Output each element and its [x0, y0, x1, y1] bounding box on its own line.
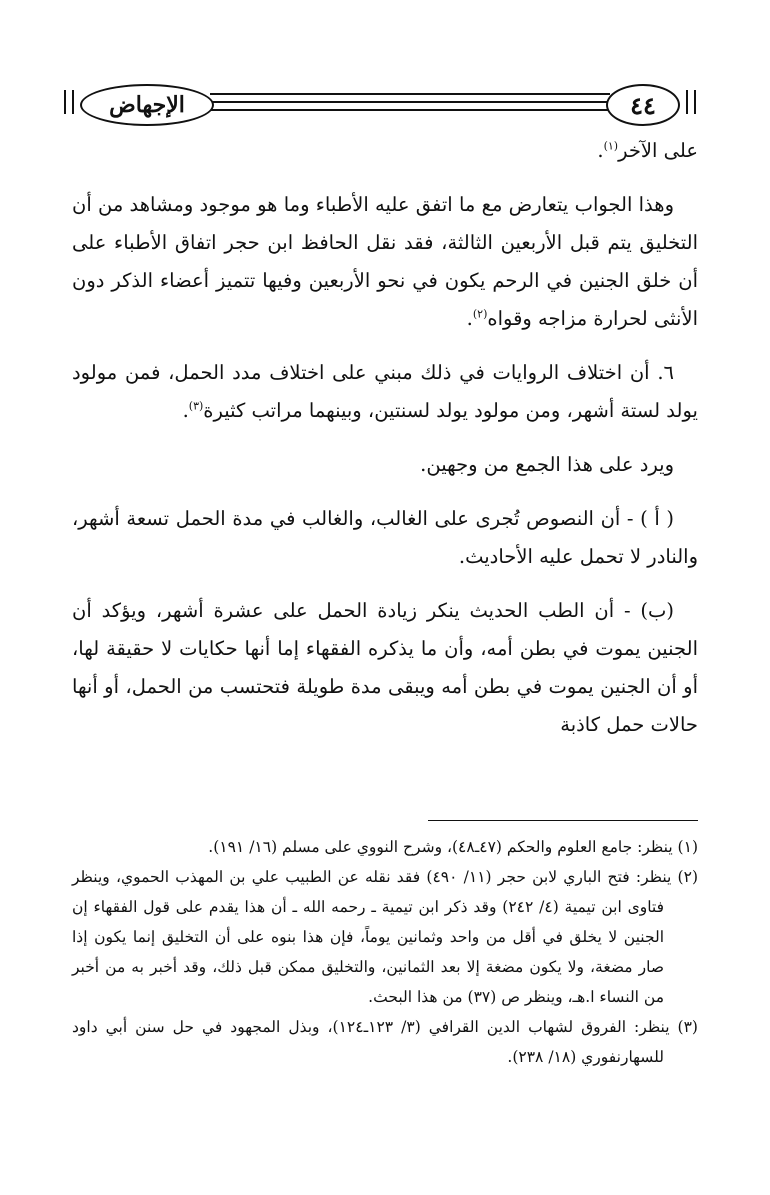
- header-end-ornament: [64, 90, 74, 114]
- header-rule: [210, 109, 610, 111]
- footnote-3: (٣) ينظر: الفروق لشهاب الدين القرافي (٣/ ١٢٣ـ١٢٤)، وبذل المجهود في حل سنن أبي داود للسهارنفوري (١٨/ ٢٣٨).: [72, 1018, 698, 1066]
- header-rule: [210, 101, 610, 103]
- paragraph-1: على الآخر$^{(١)}$.: [597, 139, 698, 162]
- footnote-1: (١) ينظر: جامع العلوم والحكم (٤٧ـ٤٨)، وشرح النووي على مسلم (١٦/ ١٩١).: [208, 838, 698, 856]
- footnote-ref-1: (١): [603, 139, 619, 153]
- running-title: الإجهاض: [80, 84, 214, 126]
- footnote-ref-2: (٢): [472, 307, 488, 321]
- paragraph-2: وهذا الجواب يتعارض مع ما اتفق عليه الأطباء وما هو موجود ومشاهد من أن التخليق يتم قبل الأربعين الثالثة، فقد نقل الحافظ ابن حجر اتفاق الأطباء على أن خلق الجنين في الرحم يكون في نحو الأربعين وفيها تتميز أعضاء الذكر دون الأنثى لحرارة مزاجه وقواه$^{(٢)}$.: [72, 193, 698, 330]
- page-number: ٤٤: [606, 84, 680, 126]
- page-header: [60, 84, 700, 128]
- paragraph-3: ٦. أن اختلاف الروايات في ذلك مبني على اختلاف مدد الحمل، فمن مولود يولد لستة أشهر، ومن مولود يولد لسنتين، وبينهما مراتب كثيرة$^{(٣)}$.: [72, 361, 698, 422]
- header-end-ornament: [686, 90, 696, 114]
- footnote-2: (٢) ينظر: فتح الباري لابن حجر (١١/ ٤٩٠) فقد نقله عن الطبيب علي بن المهذب الحموي، وينظر فتاوى ابن تيمية (٤/ ٢٤٢) وقد ذكر ابن تيمية ـ رحمه الله ـ أن هذا يقدم على قول الفقهاء إن الجنين لا يخلق في أقل من واحد وثمانين يوماً، فإن هذا بنوه على أن التخليق إنما يكون إذا صار مضغة، ولا يكون مضغة إلا بعد الثمانين، والتخليق ممكن قبل ذلك، وقد أخبر به من أخبر من النساء ا.هـ، وينظر ص (٣٧) من هذا البحث.: [72, 868, 698, 1006]
- paragraph-5: ( أ ) - أن النصوص تُجرى على الغالب، والغالب في مدة الحمل تسعة أشهر، والنادر لا تحمل عليه الأحاديث.: [72, 507, 698, 568]
- footnote-ref-3: (٣): [188, 399, 204, 413]
- paragraph-4: ويرد على هذا الجمع من وجهين.: [420, 453, 674, 476]
- footnote-separator: [428, 820, 698, 821]
- paragraph-6: (ب) - أن الطب الحديث ينكر زيادة الحمل على عشرة أشهر، ويؤكد أن الجنين يموت في بطن أمه، وأن ما يذكره الفقهاء إما أنها حكايات لا حقيقة لها، أو أن الجنين يموت في بطن أمه ويبقى مدة طويلة فتحتسب من الحمل، أو أنها حالات حمل كاذبة: [72, 599, 698, 736]
- header-rule: [210, 93, 610, 95]
- main-text: [72, 132, 698, 760]
- footnotes: [72, 832, 698, 1072]
